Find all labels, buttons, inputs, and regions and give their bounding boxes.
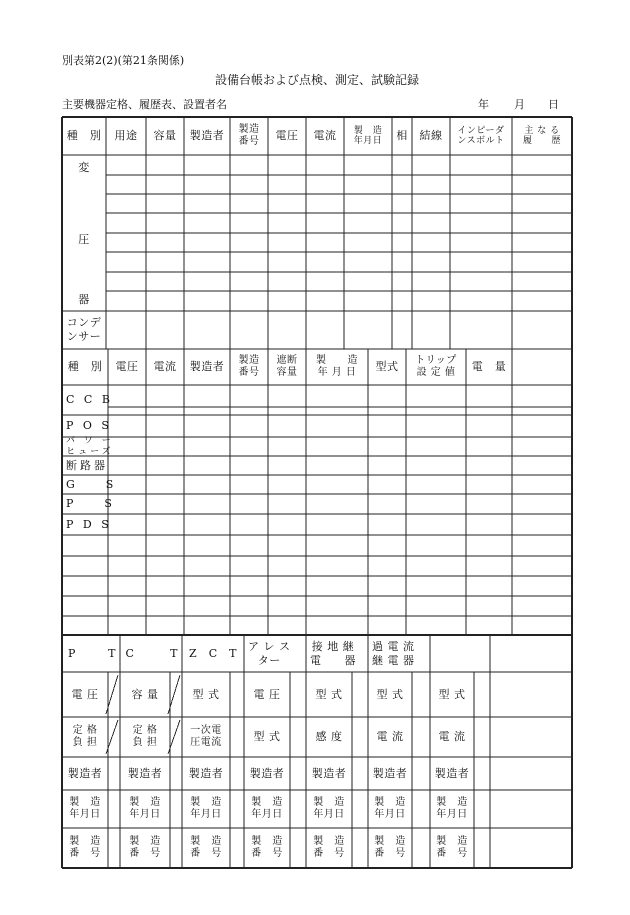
s1-header-2: 容量: [153, 129, 177, 143]
s2-header-1: 電圧: [115, 360, 139, 374]
month-label: 月: [514, 98, 525, 111]
s2-row-label-0: C C B: [66, 393, 113, 407]
s3-row-serial-3: 製 造 番 号: [251, 836, 283, 859]
s3-row-maker-5: 製造者: [372, 766, 408, 780]
day-label: 日: [548, 98, 559, 111]
s3-row-rating-6: 電 流: [438, 730, 466, 744]
s3-header-arrester: ア レ ス ター: [248, 639, 291, 667]
s3-row-maker-4: 製造者: [311, 766, 347, 780]
s3-row-maker-1: 製造者: [127, 766, 163, 780]
form-number: 別表第2(2)(第21条関係): [62, 54, 185, 67]
s3-row-rating-1: 定 格 負 担: [132, 725, 158, 748]
s3-row-serial-0: 製 造 番 号: [69, 836, 101, 859]
s3-header-overcurrent-relay: 過 電 流 継 電 器: [372, 639, 415, 667]
s3-row-rating-4: 感 度: [315, 730, 343, 744]
s3-row-serial-2: 製 造 番 号: [190, 836, 222, 859]
s3-row-serial-4: 製 造 番 号: [313, 836, 345, 859]
s3-row-voltage-0: 電 圧: [71, 687, 99, 701]
s3-header-ct-c: C: [125, 646, 135, 660]
s3-row-rating-5: 電 流: [376, 730, 404, 744]
s2-header-3: 製造者: [189, 360, 225, 374]
s3-header-ground-relay: 接 地 継 電 器: [310, 639, 356, 667]
s3-row-rating-2: 一次電 圧電流: [190, 725, 222, 748]
page-title: 設備台帳および点検、測定、試験記録: [215, 73, 420, 87]
s3-row-date-3: 製 造 年月日: [251, 797, 283, 820]
s3-row-voltage-4: 型 式: [315, 687, 343, 701]
s3-row-date-6: 製 造 年月日: [436, 797, 468, 820]
s2-row-label-2: パ ワ ー ヒューズ: [66, 436, 114, 457]
s3-row-date-4: 製 造 年月日: [313, 797, 345, 820]
s1-header-7: 製 造 年月日: [353, 125, 383, 146]
s2-row-label-5: P S: [66, 497, 115, 511]
s2-header-8: トリップ 設 定 値: [415, 355, 457, 378]
s3-row-maker-2: 製造者: [188, 766, 224, 780]
year-label: 年: [478, 98, 489, 111]
transformer-label-2: 圧: [78, 233, 90, 247]
s3-row-date-0: 製 造 年月日: [69, 797, 101, 820]
s1-header-0: 種 別: [66, 129, 102, 143]
s3-row-serial-5: 製 造 番 号: [374, 836, 406, 859]
s3-row-date-1: 製 造 年月日: [129, 797, 161, 820]
s3-row-date-2: 製 造 年月日: [190, 797, 222, 820]
s3-header-pt-p: P: [68, 646, 76, 660]
s3-row-date-5: 製 造 年月日: [374, 797, 406, 820]
s3-row-maker-3: 製造者: [249, 766, 285, 780]
s3-row-voltage-5: 型 式: [376, 687, 404, 701]
s1-header-3: 製造者: [189, 129, 225, 143]
s3-header-pt-t: T: [108, 646, 116, 660]
s2-row-label-1: P O S: [66, 419, 112, 433]
condenser-label: コンデ ンサー: [66, 316, 102, 343]
s3-row-voltage-6: 型 式: [438, 687, 466, 701]
s3-row-maker-0: 製造者: [67, 766, 103, 780]
s2-header-0: 種 別: [67, 360, 103, 374]
s3-row-voltage-3: 電 圧: [253, 687, 281, 701]
s1-header-11: 主 な る 履 歴: [522, 125, 561, 146]
s2-header-5: 遮断 容量: [276, 355, 298, 378]
s3-row-serial-6: 製 造 番 号: [436, 836, 468, 859]
s2-row-label-3: 断路器: [66, 458, 108, 472]
s2-header-9: 電 量: [471, 360, 507, 374]
s2-header-4: 製造 番号: [238, 355, 260, 378]
s2-header-2: 電流: [153, 360, 177, 374]
s2-header-7: 型式: [375, 360, 399, 374]
s1-header-5: 電圧: [275, 129, 299, 143]
s1-header-8: 相: [396, 129, 408, 143]
s3-row-rating-3: 型 式: [253, 730, 281, 744]
s3-row-voltage-1: 容 量: [131, 687, 159, 701]
s3-row-rating-0: 定 格 負 担: [72, 725, 98, 748]
s1-header-9: 結線: [419, 129, 443, 143]
s3-header-zct: Z C T: [189, 646, 237, 660]
s1-header-10: インピーダ ンスボルト: [457, 125, 505, 146]
s2-row-label-6: P D S: [66, 517, 112, 531]
s2-header-6: 製 造 年 月 日: [316, 355, 358, 378]
s3-row-serial-1: 製 造 番 号: [129, 836, 161, 859]
s1-header-1: 用途: [114, 129, 138, 143]
transformer-label-3: 器: [78, 293, 90, 307]
s3-row-voltage-2: 型 式: [192, 687, 220, 701]
s2-row-label-4: G S: [66, 477, 117, 491]
s3-row-maker-6: 製造者: [434, 766, 470, 780]
page-subtitle: 主要機器定格、履歴表、設置者名: [62, 98, 227, 111]
s1-header-6: 電流: [313, 129, 337, 143]
s3-header-ct-t: T: [170, 646, 178, 660]
s1-header-4: 製造 番号: [238, 124, 260, 147]
transformer-label-1: 変: [78, 161, 90, 175]
